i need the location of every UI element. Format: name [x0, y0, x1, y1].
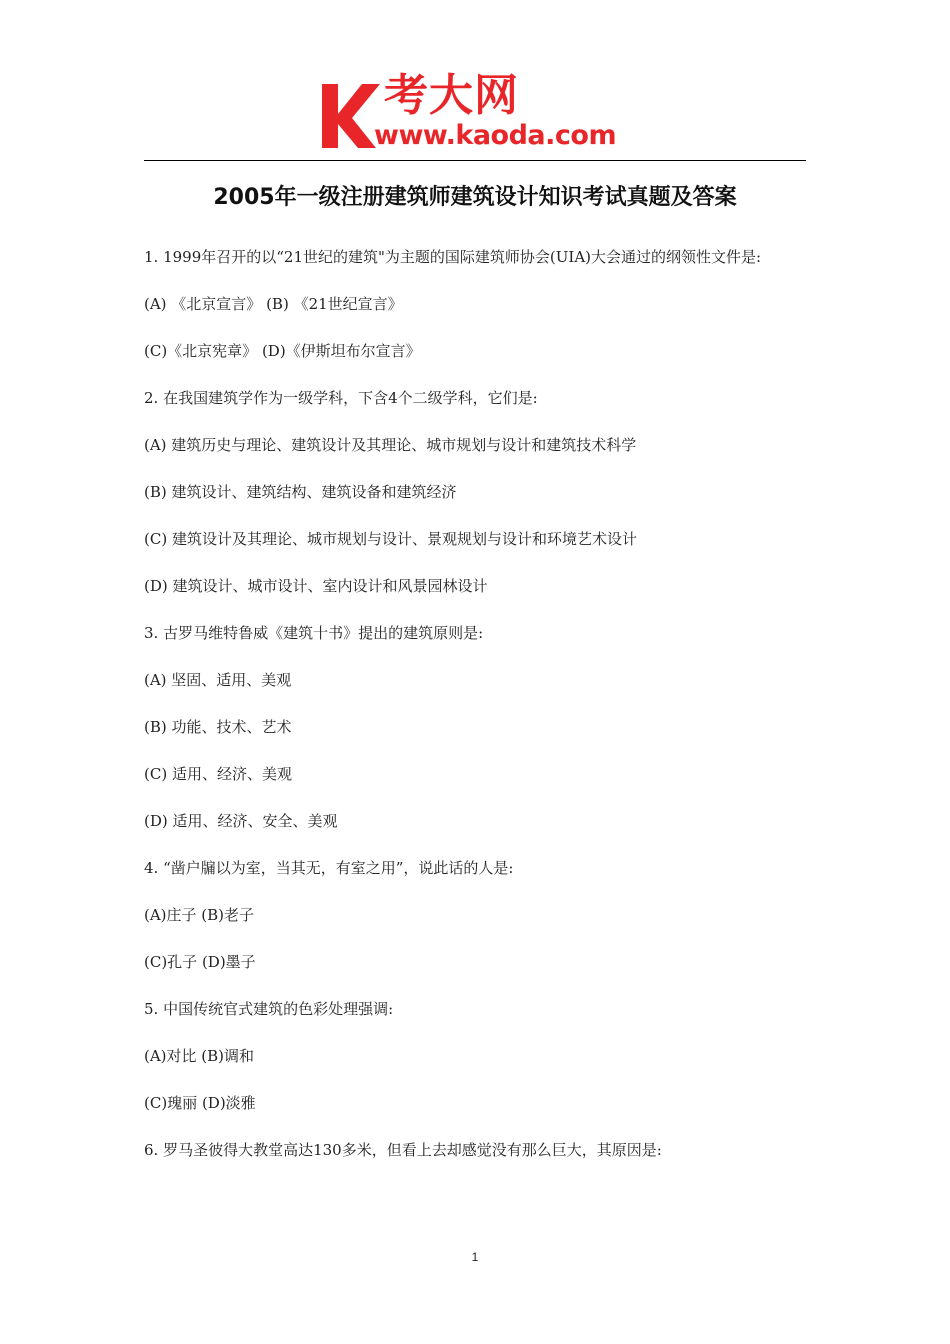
question-2-option-a: (A) 建筑历史与理论、建筑设计及其理论、城市规划与设计和建筑技术科学	[144, 436, 637, 454]
question-2-option-d: (D) 建筑设计、城市设计、室内设计和风景园林设计	[144, 577, 488, 595]
question-1-stem: 1. 1999年召开的以“21世纪的建筑"为主题的国际建筑师协会(UIA)大会通过的纲领性文件是:	[144, 248, 762, 266]
page-number: 1	[471, 1250, 479, 1264]
logo-url-text: www.kaoda.com	[374, 120, 617, 151]
question-3-option-a: (A) 坚固、适用、美观	[144, 671, 292, 689]
logo-k-icon	[318, 70, 380, 150]
question-5-options-ab: (A)对比 (B)调和	[144, 1047, 255, 1065]
kaoda-logo	[318, 70, 638, 152]
question-3-option-b: (B) 功能、技术、艺术	[144, 718, 292, 736]
logo-chinese-text: 考大网	[384, 70, 519, 121]
question-2-option-c: (C) 建筑设计及其理论、城市规划与设计、景观规划与设计和环境艺术设计	[144, 530, 637, 548]
question-5-stem: 5. 中国传统官式建筑的色彩处理强调:	[144, 1000, 394, 1018]
question-4-options-cd: (C)孔子 (D)墨子	[144, 953, 256, 971]
question-4-options-ab: (A)庄子 (B)老子	[144, 906, 255, 924]
header-divider	[144, 160, 806, 161]
question-3-option-c: (C) 适用、经济、美观	[144, 765, 292, 783]
question-5-options-cd: (C)瑰丽 (D)淡雅	[144, 1094, 256, 1112]
question-6-stem: 6. 罗马圣彼得大教堂高达130多米，但看上去却感觉没有那么巨大，其原因是:	[144, 1141, 662, 1159]
question-3-stem: 3. 古罗马维特鲁威《建筑十书》提出的建筑原则是:	[144, 624, 484, 642]
question-1-options-cd: (C)《北京宪章》 (D)《伊斯坦布尔宣言》	[144, 342, 421, 360]
question-4-stem: 4. “凿户牖以为室，当其无，有室之用”，说此话的人是:	[144, 859, 514, 877]
question-2-option-b: (B) 建筑设计、建筑结构、建筑设备和建筑经济	[144, 483, 457, 501]
question-1-options-ab: (A) 《北京宣言》 (B) 《21世纪宣言》	[144, 295, 403, 313]
question-3-option-d: (D) 适用、经济、安全、美观	[144, 812, 338, 830]
question-2-stem: 2. 在我国建筑学作为一级学科，下含4个二级学科，它们是:	[144, 389, 538, 407]
document-title: 2005年一级注册建筑师建筑设计知识考试真题及答案	[213, 185, 737, 210]
document-body	[144, 244, 806, 1184]
